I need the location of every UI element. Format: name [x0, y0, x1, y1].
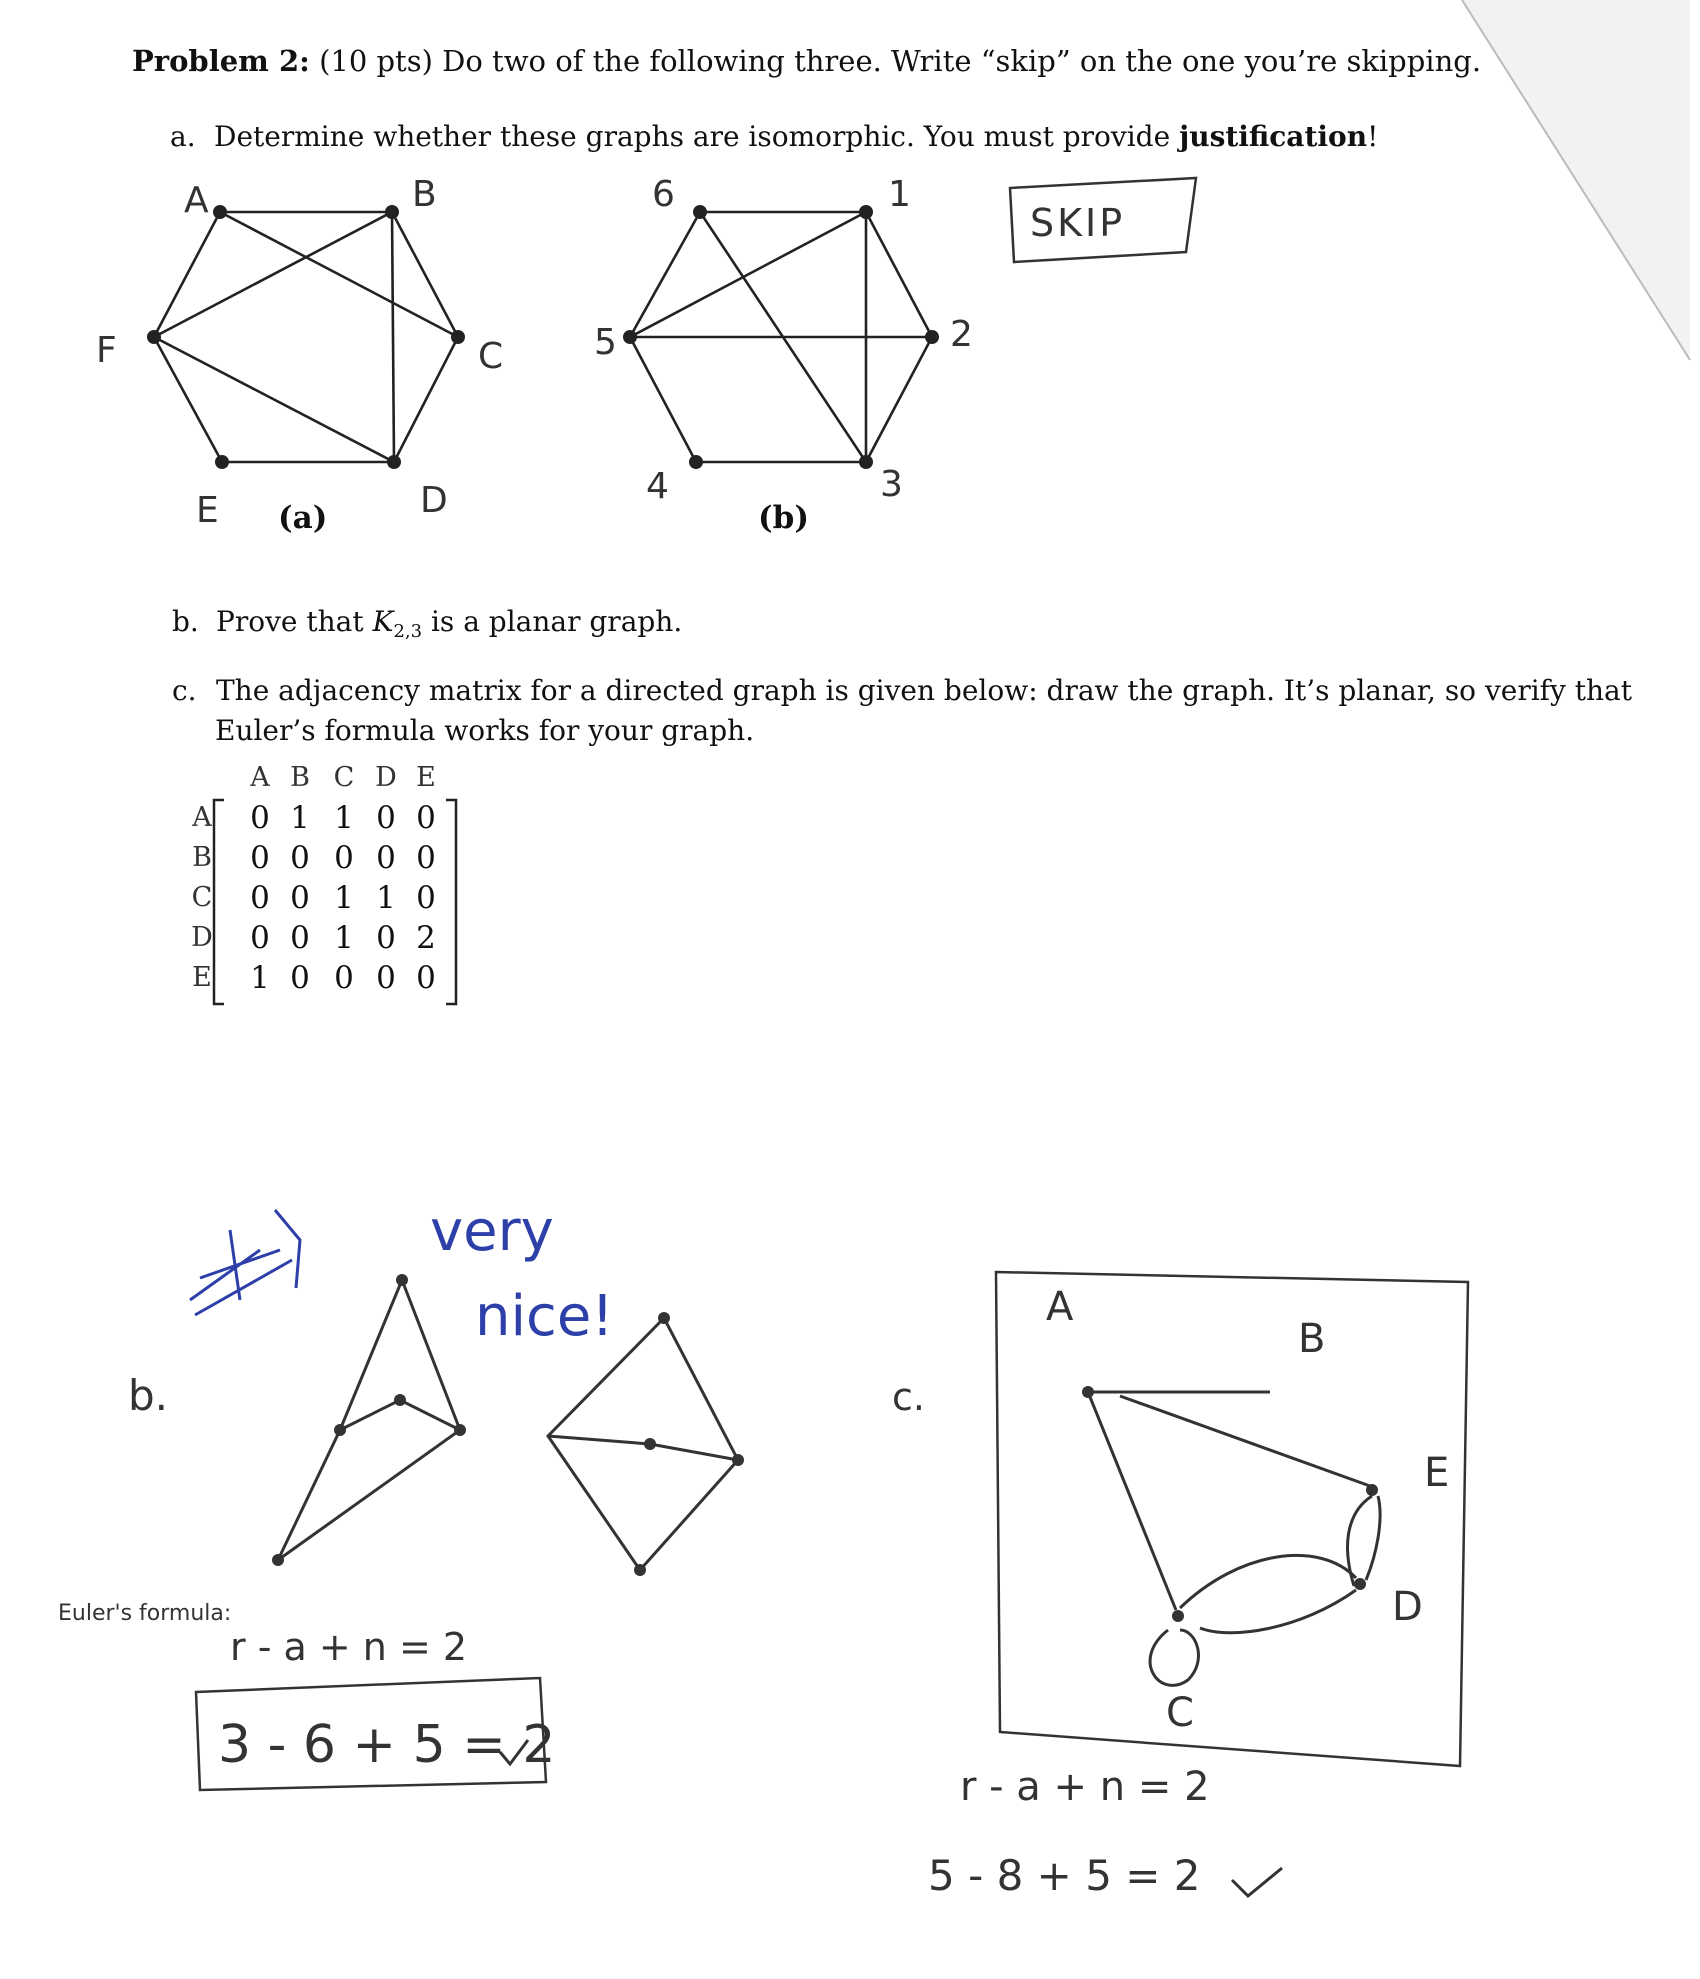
skip-note: SKIP: [1030, 201, 1126, 245]
matrix-col-label: D: [375, 762, 397, 793]
matrix-row-label: D: [191, 922, 213, 953]
matrix-cell: 0: [334, 840, 354, 876]
graph-a-label-d: D: [420, 480, 448, 521]
question-a-letter: a.: [170, 120, 196, 153]
graph-c-label-e: E: [1424, 1450, 1450, 1496]
matrix-cell: 1: [334, 920, 354, 956]
answer-c-graph: [1082, 1386, 1380, 1685]
question-c-letter: c.: [172, 674, 197, 707]
matrix-cell: 0: [250, 840, 270, 876]
matrix-cell: 0: [376, 840, 396, 876]
answer-c-label: c.: [892, 1375, 925, 1419]
graph-a-label-b: B: [412, 174, 437, 215]
result-c: 5 - 8 + 5 = 2: [928, 1851, 1201, 1900]
graph-figures: [0, 0, 1700, 620]
handwritten-answers: [0, 1100, 1700, 1979]
question-a-end: !: [1367, 120, 1379, 153]
matrix-cell: 1: [290, 800, 310, 836]
matrix-cell: 0: [334, 960, 354, 996]
question-b-end: is a planar graph.: [422, 605, 683, 638]
matrix-cell: 0: [416, 840, 436, 876]
problem-label: Problem 2:: [132, 44, 310, 78]
matrix-row-label: E: [192, 962, 212, 993]
matrix-cell: 0: [290, 960, 310, 996]
answer-b-label: b.: [128, 1371, 169, 1420]
k-symbol: K: [372, 605, 394, 638]
question-a-text: Determine whether these graphs are isomorphic. You must provide: [214, 120, 1180, 153]
problem-instructions: (10 pts) Do two of the following three. Write “skip” on the one you’re skipping.: [319, 44, 1482, 78]
matrix-cell: 1: [250, 960, 270, 996]
graph-a-label-c: C: [478, 336, 504, 377]
skip-box: [1010, 178, 1196, 262]
matrix-row-label: C: [191, 882, 213, 913]
graph-b-label-2: 2: [950, 314, 973, 355]
matrix-cell: 0: [250, 880, 270, 916]
graph-a-caption: (a): [278, 500, 328, 536]
matrix-cell: 0: [290, 880, 310, 916]
graph-b-label-4: 4: [646, 466, 669, 507]
graph-a-label-e: E: [196, 490, 219, 531]
matrix-col-label: E: [416, 762, 436, 793]
matrix-cell: 0: [290, 920, 310, 956]
graph-c-label-c: C: [1166, 1690, 1194, 1736]
question-a-emphasis: justification: [1179, 120, 1368, 153]
matrix-cell: 0: [416, 800, 436, 836]
graph-c-label-b: B: [1298, 1316, 1326, 1362]
graph-a-label-a: A: [184, 180, 209, 221]
eulers-formula-note: Euler's formula:: [58, 1601, 232, 1626]
matrix-cell: 0: [250, 800, 270, 836]
matrix-cell: 0: [250, 920, 270, 956]
graph-b-label-1: 1: [888, 174, 911, 215]
matrix-row-label: B: [192, 842, 212, 873]
matrix-cell: 0: [376, 800, 396, 836]
graph-c-box: [996, 1272, 1468, 1766]
matrix-cell: 1: [334, 880, 354, 916]
question-c-line2: Euler’s formula works for your graph.: [215, 714, 755, 747]
question-b-letter: b.: [172, 605, 199, 638]
graph-b-caption: (b): [758, 500, 810, 536]
matrix-cell: 2: [416, 920, 436, 956]
matrix-cell: 0: [416, 960, 436, 996]
graph-b: [623, 205, 939, 469]
answer-b-drawing-2: [548, 1312, 744, 1576]
graph-c-label-a: A: [1046, 1284, 1074, 1330]
question-b-text: Prove that: [216, 605, 373, 638]
graph-c-label-d: D: [1392, 1584, 1423, 1630]
graph-b-label-6: 6: [652, 174, 675, 215]
matrix-cell: 0: [416, 880, 436, 916]
result-b: 3 - 6 + 5 = 2: [218, 1715, 556, 1775]
grader-comment-line2: nice!: [475, 1284, 614, 1349]
matrix-cell: 1: [334, 800, 354, 836]
checkmark-icon: [1232, 1868, 1282, 1896]
scribble-mark: [190, 1210, 300, 1315]
matrix-col-label: C: [333, 762, 355, 793]
grader-comment-line1: very: [430, 1199, 554, 1264]
question-c-line1: The adjacency matrix for a directed graph is given below: draw the graph. It’s planar, so verify that: [216, 674, 1632, 707]
formula-c: r - a + n = 2: [960, 1764, 1210, 1810]
graph-b-label-5: 5: [594, 322, 617, 363]
graph-a-label-f: F: [96, 330, 117, 371]
matrix-row-label: A: [192, 802, 212, 833]
question-c: [172, 674, 1632, 707]
k-subscript: 2,3: [393, 621, 423, 642]
matrix-col-label: A: [250, 762, 270, 793]
matrix-cell: 0: [376, 960, 396, 996]
matrix-col-label: B: [290, 762, 310, 793]
matrix-cell: 0: [290, 840, 310, 876]
graph-b-label-3: 3: [880, 464, 903, 505]
formula-b: r - a + n = 2: [230, 1625, 468, 1669]
matrix-cell: 1: [376, 880, 396, 916]
answer-b-drawing-1: [272, 1274, 466, 1566]
matrix-cell: 0: [376, 920, 396, 956]
graph-a: [147, 205, 465, 469]
